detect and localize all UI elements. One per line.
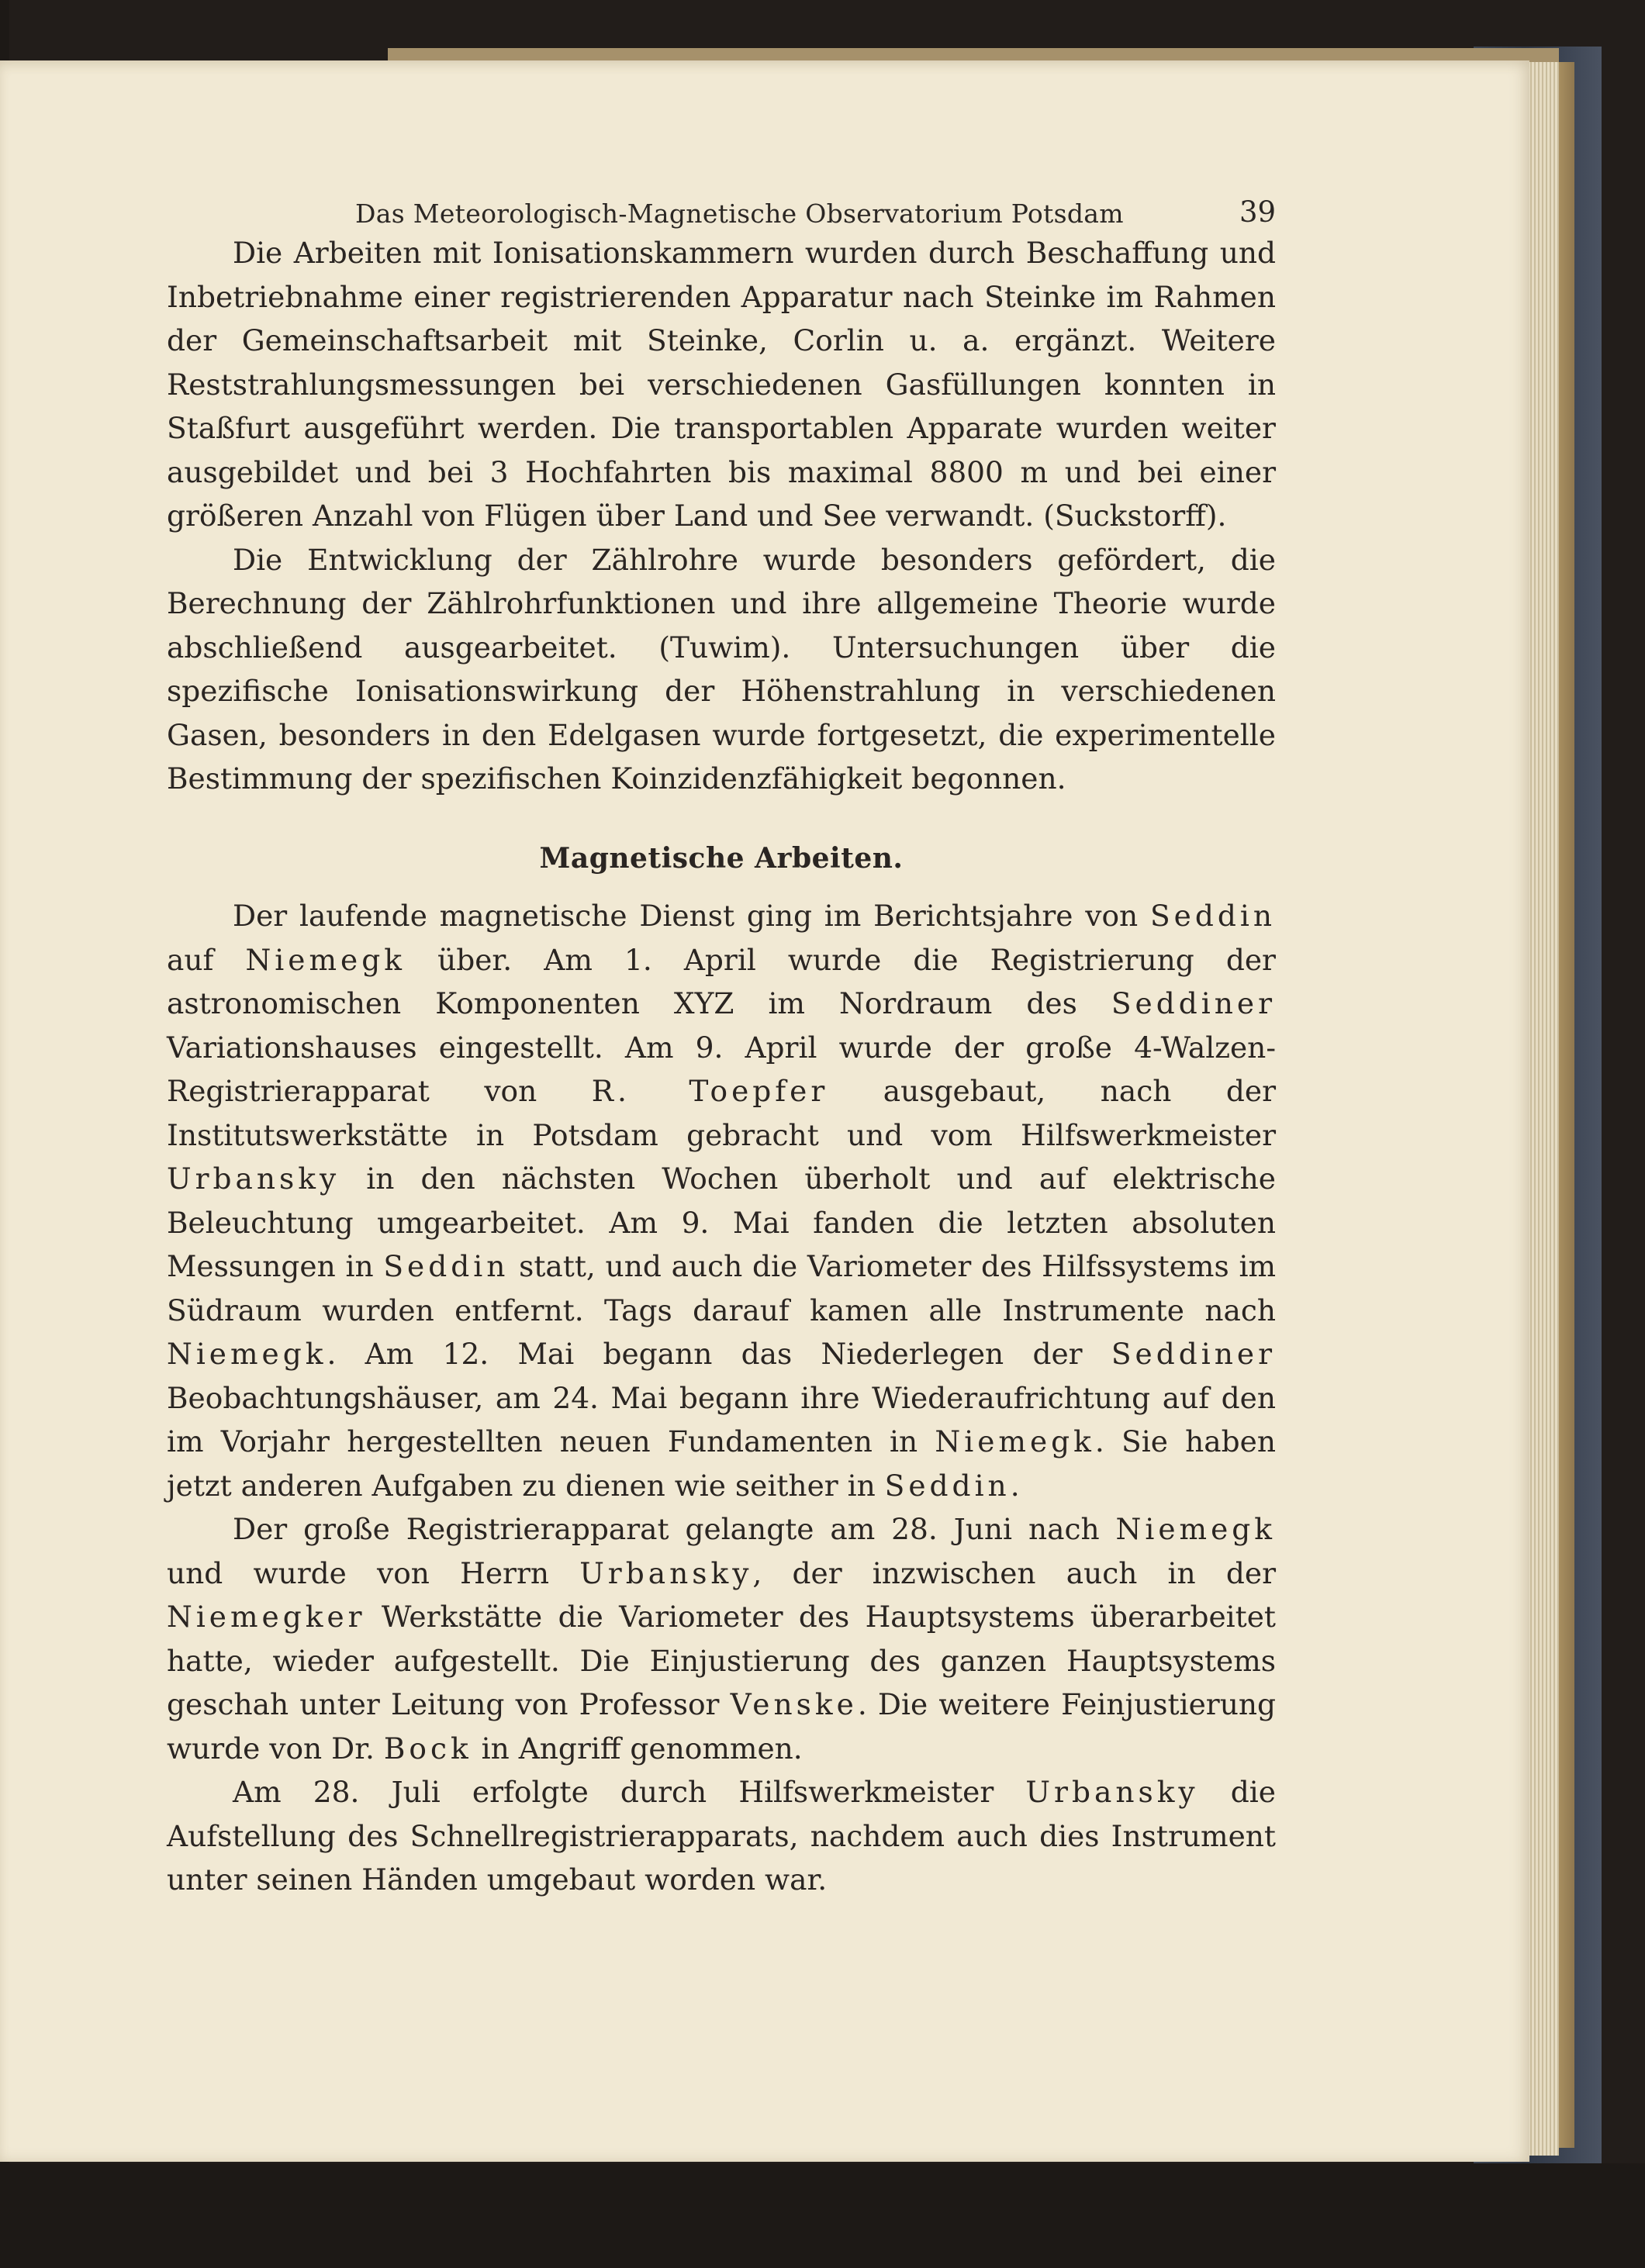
text-run: . Die weitere Feinjustierung wurde von Dr.: [167, 1687, 1276, 1766]
text-run: Der große Registrierapparat gelangte am 28. Juni nach: [233, 1512, 1116, 1546]
text-run: Am 28. Juli erfolgte durch Hilfswerkmeister: [233, 1775, 1026, 1809]
text-run: in Angriff genommen.: [472, 1731, 803, 1766]
section-heading: Magnetische Arbeiten.: [539, 841, 904, 875]
text-run: Der laufende magnetische Dienst ging im Berichtsjahre von: [233, 899, 1150, 933]
spaced-name: Niemegk: [167, 1337, 327, 1371]
text-run: über. Am 1. April wurde die Registrierung der astronomischen Komponenten XYZ im Nordraum des: [167, 942, 1276, 1020]
spaced-name: Seddin: [884, 1468, 1011, 1503]
text-run: . Am 12. Mai begann das Niederlegen der: [327, 1337, 1111, 1371]
book-page: [0, 60, 1529, 2162]
text-run: Variationshauses eingestellt. Am 9. April wurde der große 4-Walzen-Registrierapparat von: [167, 1030, 1276, 1108]
spaced-name: Niemegk: [935, 1424, 1095, 1458]
text-run: auf: [167, 942, 246, 977]
spaced-name: Urbansky: [579, 1555, 753, 1590]
paragraph: [167, 1770, 1276, 1902]
spaced-name: Seddiner: [1111, 1337, 1276, 1371]
paragraph: [167, 1507, 1276, 1770]
spaced-name: Niemegk: [1115, 1512, 1276, 1546]
spaced-name: R. Toepfer: [591, 1074, 829, 1108]
scan-bottom-edge: [0, 2163, 1645, 2268]
text-run: Die Arbeiten mit Ionisationskammern wurden durch Beschaffung und Inbetriebnahme einer registrierenden Apparatur nach Steinke im Rahmen der Gemeinschaftsarbeit mit Steinke, Corlin u. a. ergänzt. Weitere Reststrahlungsmessungen bei verschiedenen Gasfüllungen konnten in Staßfurt ausgeführt werden. Die transportablen Apparate wurden weiter ausgebildet und bei 3 Hochfahrten bis maximal 8800 m und bei einer größeren Anzahl von Flügen über Land und See verwandt. (Suckstorff).: [167, 236, 1276, 533]
spaced-name: Venske: [730, 1687, 858, 1721]
spaced-name: Seddin: [383, 1249, 510, 1283]
page-content: [0, 60, 1529, 2162]
spaced-name: Niemegk: [245, 942, 406, 977]
running-title: Das Meteorologisch-Magnetische Observatorium Potsdam: [355, 198, 1124, 229]
text-run: statt, und auch die Variometer des Hilfssystems im Südraum wurden entfernt. Tags darauf kamen alle Instrumente nach: [167, 1249, 1277, 1327]
body-text: [167, 231, 1276, 1902]
text-run: und wurde von Herrn: [167, 1555, 580, 1590]
paragraph: [167, 894, 1276, 1507]
spaced-name: Niemegker: [167, 1600, 366, 1634]
text-run: , der inzwischen auch in der: [752, 1555, 1276, 1590]
paragraph: [167, 231, 1276, 538]
spaced-name: Urbansky: [167, 1162, 340, 1196]
text-run: Die Entwicklung der Zählrohre wurde besonders gefördert, die Berechnung der Zählrohrfunktionen und ihre allgemeine Theorie wurde abschließend ausgearbeitet. (Tuwim). Untersuchungen über die spezifische Ionisationswirkung der Höhenstrahlung in verschiedenen Gasen, besonders in den Edelgasen wurde fortgesetzt, die experimentelle Bestimmung der spezifischen Koinzidenzfähigkeit begonnen.: [167, 542, 1276, 796]
text-run: Werkstätte die Variometer des Hauptsystems überarbeitet hatte, wieder aufgestellt. Die Einjustierung des ganzen Hauptsystems geschah unter Leitung von Professor: [167, 1600, 1276, 1721]
spaced-name: Seddin: [1149, 899, 1276, 933]
spaced-name: Urbansky: [1025, 1775, 1199, 1809]
text-run: ausgebaut, nach der Institutswerkstätte in Potsdam gebracht und vom Hilfswerkmeister: [167, 1074, 1276, 1152]
text-run: . Sie haben jetzt anderen Aufgaben zu dienen wie seither in: [167, 1424, 1276, 1503]
paragraph: [167, 538, 1276, 801]
text-run: .: [1010, 1468, 1020, 1503]
text-run: in den nächsten Wochen überholt und auf elektrische Beleuchtung umgearbeitet. Am 9. Mai fanden die letzten absoluten Messungen in: [167, 1162, 1276, 1283]
page-number: 39: [1239, 195, 1277, 229]
spaced-name: Seddiner: [1111, 986, 1276, 1020]
spaced-name: Bock: [383, 1731, 472, 1766]
text-run: die Aufstellung des Schnellregistrierapparats, nachdem auch dies Instrument unter seinen Händen umgebaut worden war.: [167, 1775, 1276, 1897]
text-run: Beobachtungshäuser, am 24. Mai begann ihre Wiederaufrichtung auf den im Vorjahr hergestellten neuen Fundamenten in: [167, 1380, 1276, 1458]
